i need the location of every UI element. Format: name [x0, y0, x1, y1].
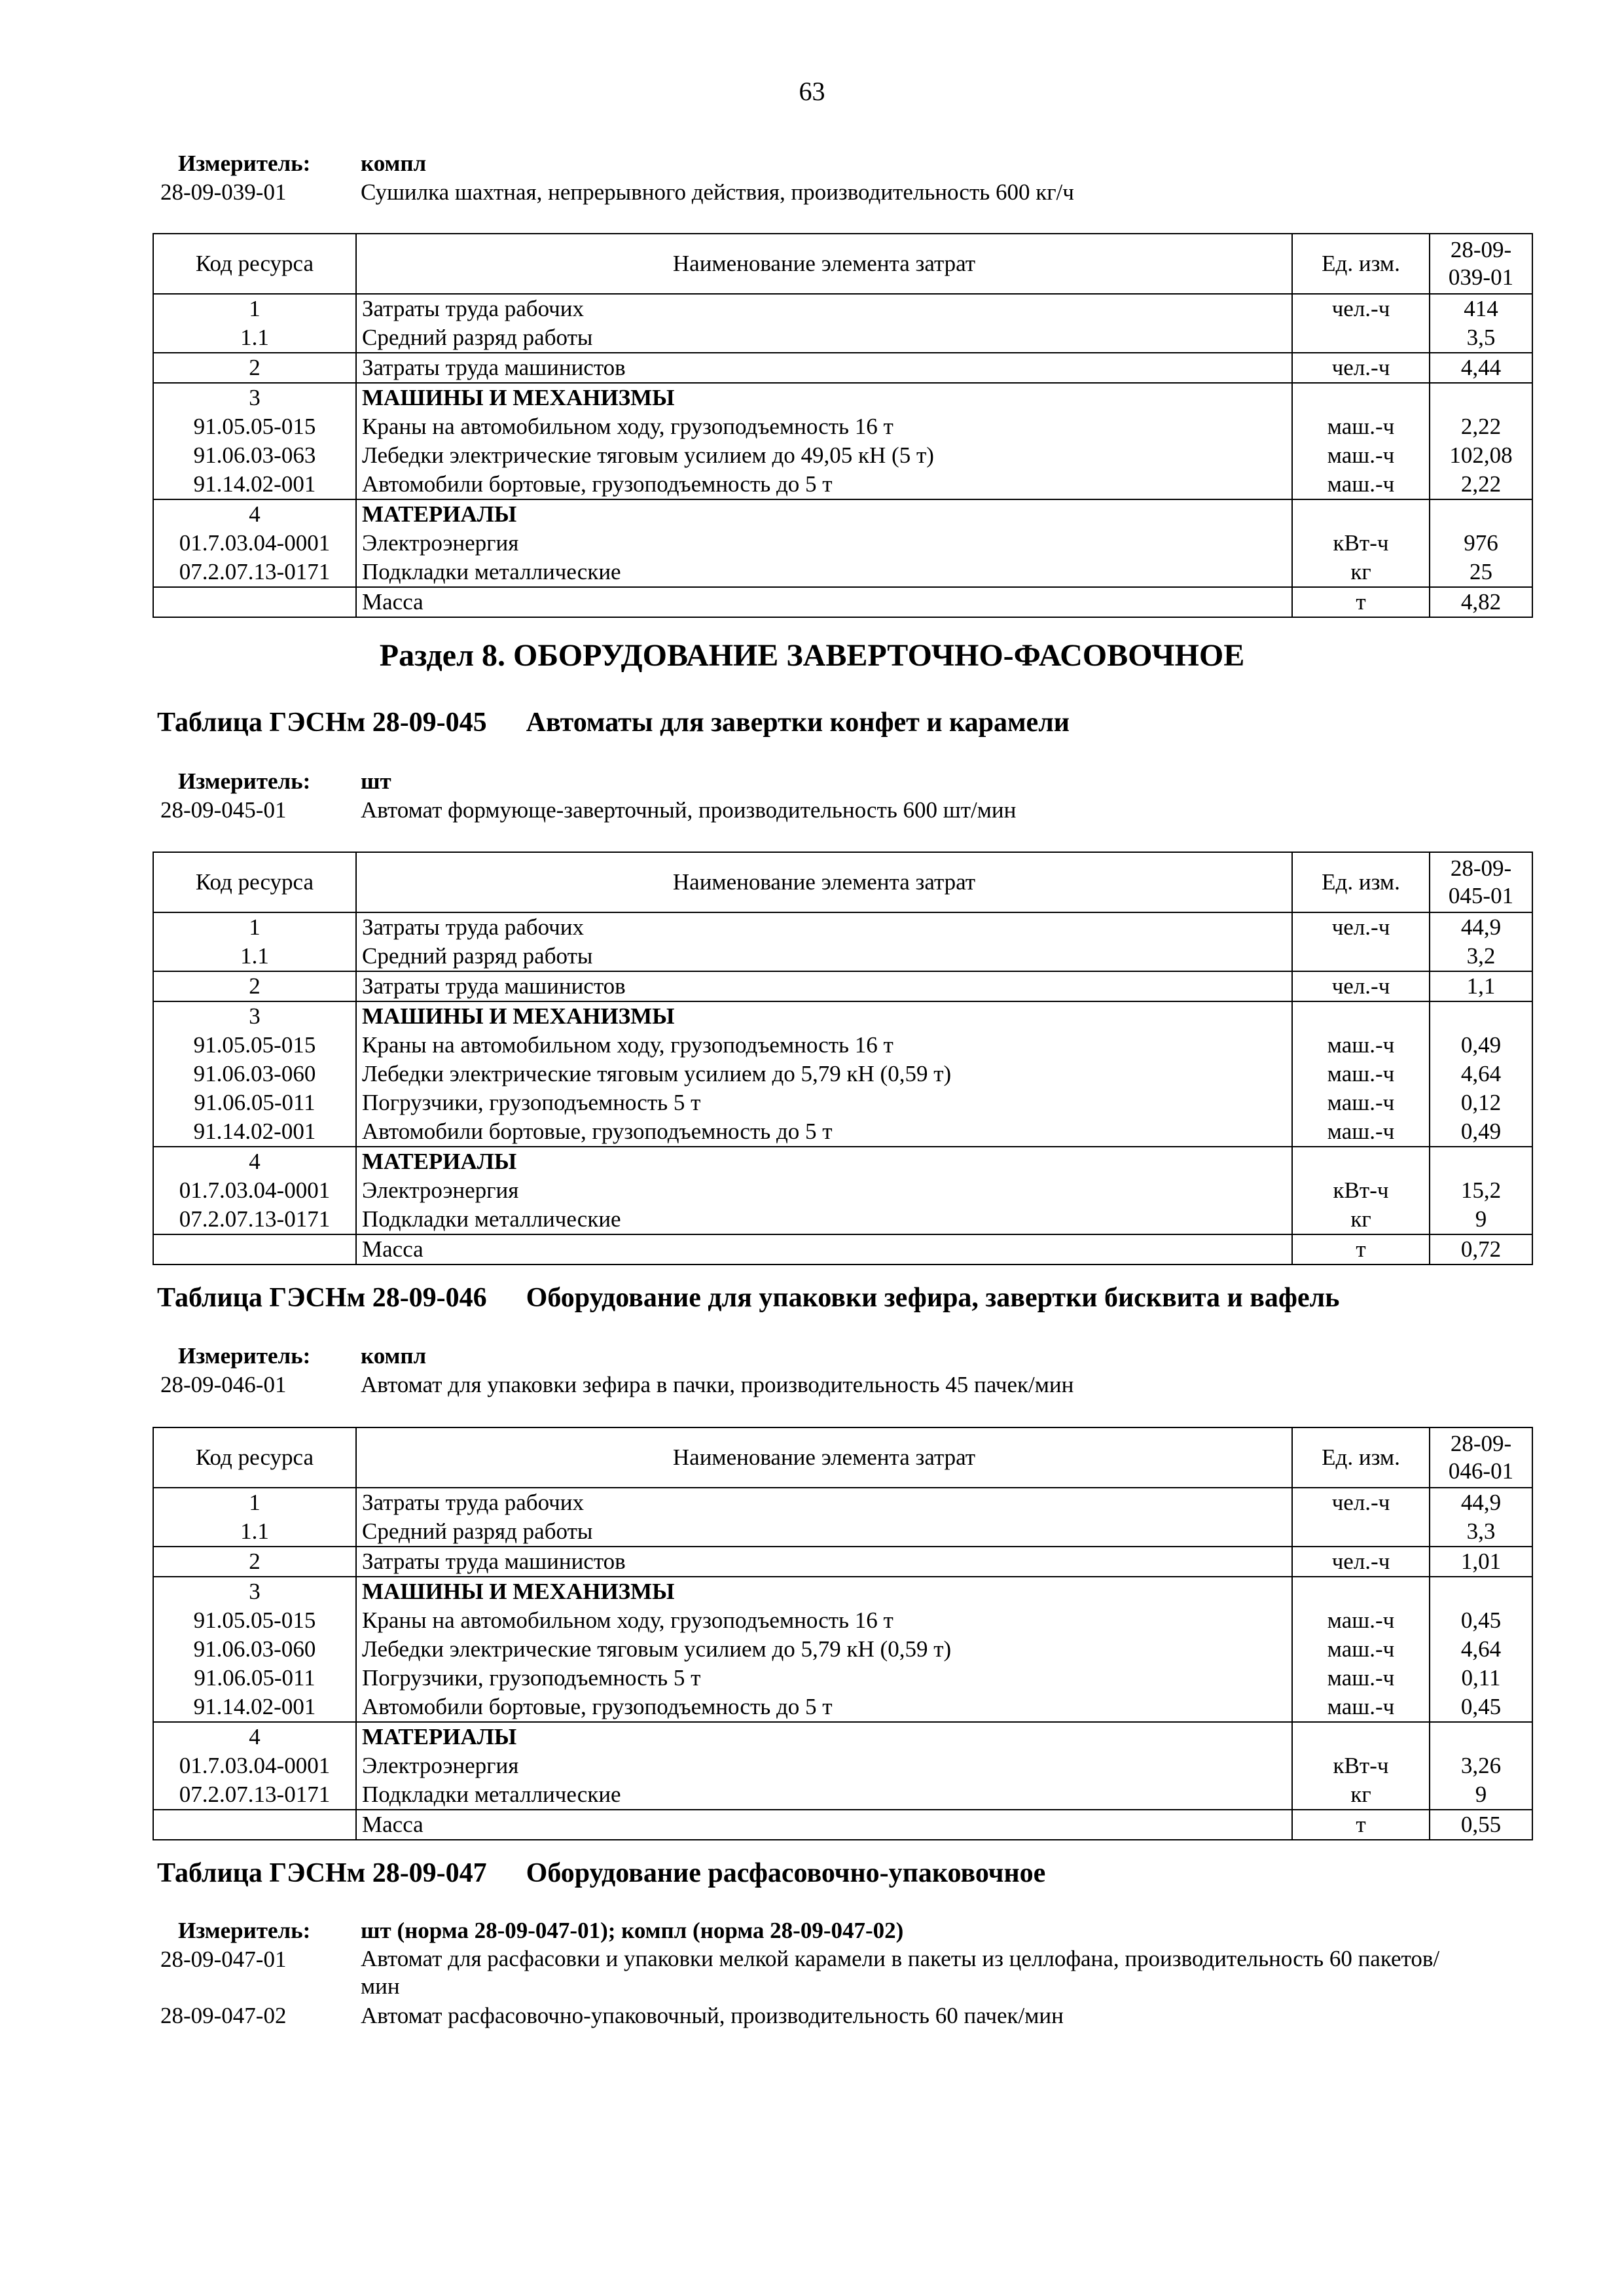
- cell-code: 3: [153, 383, 356, 412]
- cell-code: 4: [153, 499, 356, 529]
- cell-unit: т: [1292, 1234, 1430, 1265]
- table-row: [153, 383, 1532, 412]
- cell-value: 9: [1430, 1205, 1532, 1234]
- table-row: [153, 1635, 1532, 1664]
- cell-value: 2,22: [1430, 470, 1532, 499]
- column-header-code: Код ресурса: [153, 234, 356, 294]
- column-header-norm: [1430, 852, 1532, 912]
- norm-header-part2: 045-01: [1448, 883, 1514, 908]
- table-header: [153, 234, 1532, 294]
- cell-value: 4,82: [1430, 587, 1532, 617]
- cell-name: Автомобили бортовые, грузоподъемность до 5 т: [356, 1693, 1292, 1722]
- cell-code: [153, 1810, 356, 1840]
- cell-code: 01.7.03.04-0001: [153, 1751, 356, 1780]
- table-row: [153, 470, 1532, 499]
- norm-code: 28-09-047-01: [160, 1946, 287, 1972]
- cell-name: Погрузчики, грузоподъемность 5 т: [356, 1088, 1292, 1117]
- cell-unit: чел.-ч: [1292, 1547, 1430, 1577]
- cell-value: 4,64: [1430, 1060, 1532, 1088]
- cell-code: [153, 1234, 356, 1265]
- cell-code: 2: [153, 1547, 356, 1577]
- measure-unit: шт: [361, 768, 391, 794]
- cell-unit: маш.-ч: [1292, 1635, 1430, 1664]
- column-header-name: Наименование элемента затрат: [356, 852, 1292, 912]
- table-row: [153, 323, 1532, 353]
- table-title-046: [157, 1281, 1339, 1315]
- cell-code: 91.06.03-063: [153, 441, 356, 470]
- cell-unit: маш.-ч: [1292, 1117, 1430, 1147]
- cell-value: [1430, 1001, 1532, 1031]
- table-row: [153, 971, 1532, 1001]
- cell-name: МАШИНЫ И МЕХАНИЗМЫ: [356, 383, 1292, 412]
- cell-code: 1.1: [153, 942, 356, 971]
- norm-description: Автомат для расфасовки и упаковки мелкой карамели в пакеты из целлофана, производительность 60 пакетов/мин: [361, 1946, 1440, 1999]
- cell-name: Электроэнергия: [356, 1176, 1292, 1205]
- cell-value: 1,1: [1430, 971, 1532, 1001]
- column-header-code: Код ресурса: [153, 1427, 356, 1488]
- table-row: [153, 1001, 1532, 1031]
- cell-value: 0,45: [1430, 1693, 1532, 1722]
- cell-name: Лебедки электрические тяговым усилием до 5,79 кН (0,59 т): [356, 1635, 1292, 1664]
- table-row: [153, 412, 1532, 441]
- cell-name: Масса: [356, 1234, 1292, 1265]
- cell-code: 01.7.03.04-0001: [153, 529, 356, 558]
- cell-code: 3: [153, 1001, 356, 1031]
- cell-value: [1430, 499, 1532, 529]
- cell-name: Электроэнергия: [356, 1751, 1292, 1780]
- column-header-name: Наименование элемента затрат: [356, 1427, 1292, 1488]
- cell-name: МАТЕРИАЛЫ: [356, 1147, 1292, 1176]
- cell-unit: [1292, 1577, 1430, 1606]
- table-row: [153, 529, 1532, 558]
- cell-name: Подкладки металлические: [356, 558, 1292, 587]
- cell-code: 1: [153, 294, 356, 323]
- table-title-047: [157, 1856, 1045, 1890]
- cell-code: 3: [153, 1577, 356, 1606]
- table-row: [153, 1088, 1532, 1117]
- table-row: [153, 499, 1532, 529]
- column-header-norm: [1430, 1427, 1532, 1488]
- cell-name: Краны на автомобильном ходу, грузоподъемность 16 т: [356, 412, 1292, 441]
- cell-name: Лебедки электрические тяговым усилием до 5,79 кН (0,59 т): [356, 1060, 1292, 1088]
- cell-value: 15,2: [1430, 1176, 1532, 1205]
- cell-value: 0,12: [1430, 1088, 1532, 1117]
- cell-value: 4,44: [1430, 353, 1532, 383]
- cell-code: 2: [153, 971, 356, 1001]
- table-row: [153, 1031, 1532, 1060]
- cell-value: 25: [1430, 558, 1532, 587]
- cell-unit: кВт-ч: [1292, 1176, 1430, 1205]
- cell-name: Автомобили бортовые, грузоподъемность до 5 т: [356, 1117, 1292, 1147]
- cell-value: 9: [1430, 1780, 1532, 1810]
- cell-unit: [1292, 499, 1430, 529]
- cell-value: 0,49: [1430, 1031, 1532, 1060]
- measure-unit: компл: [361, 151, 427, 176]
- table-row: [153, 558, 1532, 587]
- cell-code: 91.06.05-011: [153, 1088, 356, 1117]
- cell-unit: маш.-ч: [1292, 1088, 1430, 1117]
- table-name: Автоматы для завертки конфет и карамели: [526, 708, 1070, 738]
- cell-name: Затраты труда машинистов: [356, 353, 1292, 383]
- cell-name: Масса: [356, 587, 1292, 617]
- cell-name: Затраты труда рабочих: [356, 294, 1292, 323]
- cell-name: Затраты труда машинистов: [356, 1547, 1292, 1577]
- cell-value: 3,26: [1430, 1751, 1532, 1780]
- norm-header-part2: 039-01: [1448, 264, 1514, 290]
- measure-label: Измеритель:: [178, 768, 311, 794]
- norm-header-part2: 046-01: [1448, 1458, 1514, 1484]
- cell-unit: чел.-ч: [1292, 353, 1430, 383]
- cell-value: [1430, 383, 1532, 412]
- measure-label: Измеритель:: [178, 1343, 311, 1369]
- column-header-unit: Ед. изм.: [1292, 234, 1430, 294]
- table-row: [153, 1488, 1532, 1517]
- resource-table-046: [153, 1427, 1533, 1840]
- norm-code: 28-09-046-01: [160, 1372, 287, 1397]
- cell-unit: т: [1292, 1810, 1430, 1840]
- table-name: Оборудование расфасовочно-упаковочное: [526, 1858, 1046, 1888]
- table-row: [153, 1117, 1532, 1147]
- cell-unit: чел.-ч: [1292, 294, 1430, 323]
- table-header: [153, 852, 1532, 912]
- cell-unit: [1292, 323, 1430, 353]
- cell-unit: кг: [1292, 1205, 1430, 1234]
- table-row: [153, 1693, 1532, 1722]
- table-row: [153, 353, 1532, 383]
- cell-value: 44,9: [1430, 1488, 1532, 1517]
- measure-label: Измеритель:: [178, 151, 311, 176]
- table-title-045: [157, 706, 1070, 740]
- cell-unit: кг: [1292, 558, 1430, 587]
- measure-unit: компл: [361, 1343, 427, 1369]
- cell-name: МАТЕРИАЛЫ: [356, 499, 1292, 529]
- cell-code: 01.7.03.04-0001: [153, 1176, 356, 1205]
- cell-unit: маш.-ч: [1292, 1060, 1430, 1088]
- cell-name: МАТЕРИАЛЫ: [356, 1722, 1292, 1751]
- table-row: [153, 1722, 1532, 1751]
- table-row: [153, 942, 1532, 971]
- cell-unit: маш.-ч: [1292, 1031, 1430, 1060]
- table-row: [153, 1780, 1532, 1810]
- cell-unit: кВт-ч: [1292, 1751, 1430, 1780]
- cell-code: 91.05.05-015: [153, 1031, 356, 1060]
- cell-unit: маш.-ч: [1292, 470, 1430, 499]
- cell-unit: маш.-ч: [1292, 441, 1430, 470]
- table-row: [153, 441, 1532, 470]
- cell-name: МАШИНЫ И МЕХАНИЗМЫ: [356, 1001, 1292, 1031]
- cell-value: 3,3: [1430, 1517, 1532, 1547]
- norm-header-part1: 28-09-: [1450, 855, 1512, 881]
- cell-unit: [1292, 1001, 1430, 1031]
- table-code: Таблица ГЭСНм 28-09-046: [157, 1283, 487, 1313]
- cell-value: 3,5: [1430, 323, 1532, 353]
- cell-code: 2: [153, 353, 356, 383]
- norm-header-part1: 28-09-: [1450, 237, 1512, 262]
- cell-value: 414: [1430, 294, 1532, 323]
- cell-code: 1: [153, 1488, 356, 1517]
- table-row: [153, 1577, 1532, 1606]
- cell-code: 91.05.05-015: [153, 412, 356, 441]
- norm-description: Автомат формующе-заверточный, производительность 600 шт/мин: [361, 797, 1017, 823]
- table-row: [153, 1751, 1532, 1780]
- table-code: Таблица ГЭСНм 28-09-045: [157, 708, 487, 738]
- table-row: [153, 1234, 1532, 1265]
- cell-unit: [1292, 1517, 1430, 1547]
- table-row: [153, 587, 1532, 617]
- cell-code: 91.06.03-060: [153, 1060, 356, 1088]
- column-header-name: Наименование элемента затрат: [356, 234, 1292, 294]
- table-row: [153, 912, 1532, 942]
- cell-unit: [1292, 1722, 1430, 1751]
- cell-value: 976: [1430, 529, 1532, 558]
- measure-label: Измеритель:: [178, 1918, 311, 1943]
- cell-name: Затраты труда рабочих: [356, 912, 1292, 942]
- table-row: [153, 1517, 1532, 1547]
- cell-unit: маш.-ч: [1292, 1606, 1430, 1635]
- cell-code: 91.14.02-001: [153, 1693, 356, 1722]
- cell-code: 1: [153, 912, 356, 942]
- norm-code: 28-09-045-01: [160, 797, 287, 823]
- cell-name: Подкладки металлические: [356, 1205, 1292, 1234]
- cell-name: Краны на автомобильном ходу, грузоподъемность 16 т: [356, 1606, 1292, 1635]
- cell-name: Средний разряд работы: [356, 1517, 1292, 1547]
- table-row: [153, 294, 1532, 323]
- page-number: 63: [799, 77, 825, 106]
- table-row: [153, 1176, 1532, 1205]
- table-row: [153, 1664, 1532, 1693]
- cell-code: 1.1: [153, 1517, 356, 1547]
- column-header-norm: [1430, 234, 1532, 294]
- cell-code: 91.06.03-060: [153, 1635, 356, 1664]
- table-row: [153, 1205, 1532, 1234]
- cell-value: 0,72: [1430, 1234, 1532, 1265]
- cell-unit: кВт-ч: [1292, 529, 1430, 558]
- cell-name: Электроэнергия: [356, 529, 1292, 558]
- cell-unit: т: [1292, 587, 1430, 617]
- cell-code: 91.05.05-015: [153, 1606, 356, 1635]
- cell-code: 91.14.02-001: [153, 1117, 356, 1147]
- cell-value: 3,2: [1430, 942, 1532, 971]
- cell-name: Автомобили бортовые, грузоподъемность до 5 т: [356, 470, 1292, 499]
- cell-code: 91.06.05-011: [153, 1664, 356, 1693]
- norm-description: Автомат для упаковки зефира в пачки, производительность 45 пачек/мин: [361, 1372, 1074, 1397]
- cell-value: 102,08: [1430, 441, 1532, 470]
- norm-description: Сушилка шахтная, непрерывного действия, производительность 600 кг/ч: [361, 179, 1074, 205]
- cell-code: 07.2.07.13-0171: [153, 1205, 356, 1234]
- cell-name: Затраты труда машинистов: [356, 971, 1292, 1001]
- cell-value: 0,45: [1430, 1606, 1532, 1635]
- cell-name: Затраты труда рабочих: [356, 1488, 1292, 1517]
- cell-value: 44,9: [1430, 912, 1532, 942]
- cell-unit: маш.-ч: [1292, 1664, 1430, 1693]
- cell-unit: чел.-ч: [1292, 1488, 1430, 1517]
- table-header: [153, 1427, 1532, 1488]
- table-code: Таблица ГЭСНм 28-09-047: [157, 1858, 487, 1888]
- cell-code: 4: [153, 1147, 356, 1176]
- cell-unit: чел.-ч: [1292, 912, 1430, 942]
- cell-value: 0,11: [1430, 1664, 1532, 1693]
- cell-unit: [1292, 1147, 1430, 1176]
- norm-header-part1: 28-09-: [1450, 1431, 1512, 1456]
- cell-name: Масса: [356, 1810, 1292, 1840]
- cell-value: 0,49: [1430, 1117, 1532, 1147]
- cell-unit: маш.-ч: [1292, 1693, 1430, 1722]
- cell-code: 07.2.07.13-0171: [153, 1780, 356, 1810]
- cell-code: 07.2.07.13-0171: [153, 558, 356, 587]
- cell-value: [1430, 1147, 1532, 1176]
- cell-unit: кг: [1292, 1780, 1430, 1810]
- cell-code: 91.14.02-001: [153, 470, 356, 499]
- cell-unit: [1292, 383, 1430, 412]
- table-row: [153, 1606, 1532, 1635]
- cell-name: Подкладки металлические: [356, 1780, 1292, 1810]
- cell-value: 1,01: [1430, 1547, 1532, 1577]
- cell-name: Краны на автомобильном ходу, грузоподъемность 16 т: [356, 1031, 1292, 1060]
- cell-name: МАШИНЫ И МЕХАНИЗМЫ: [356, 1577, 1292, 1606]
- table-row: [153, 1060, 1532, 1088]
- cell-value: 0,55: [1430, 1810, 1532, 1840]
- table-row: [153, 1147, 1532, 1176]
- column-header-unit: Ед. изм.: [1292, 1427, 1430, 1488]
- cell-name: Лебедки электрические тяговым усилием до 49,05 кН (5 т): [356, 441, 1292, 470]
- cell-unit: маш.-ч: [1292, 412, 1430, 441]
- cell-value: [1430, 1577, 1532, 1606]
- table-name: Оборудование для упаковки зефира, завертки бисквита и вафель: [526, 1283, 1340, 1313]
- cell-code: 1.1: [153, 323, 356, 353]
- cell-value: [1430, 1722, 1532, 1751]
- resource-table-039: [153, 233, 1533, 618]
- resource-table-045: [153, 852, 1533, 1265]
- cell-name: Погрузчики, грузоподъемность 5 т: [356, 1664, 1292, 1693]
- cell-code: [153, 587, 356, 617]
- cell-unit: [1292, 942, 1430, 971]
- cell-code: 4: [153, 1722, 356, 1751]
- section-title: Раздел 8. ОБОРУДОВАНИЕ ЗАВЕРТОЧНО-ФАСОВОЧНОЕ: [379, 638, 1245, 673]
- measure-unit: шт (норма 28-09-047-01); компл (норма 28-09-047-02): [361, 1918, 904, 1943]
- cell-unit: чел.-ч: [1292, 971, 1430, 1001]
- cell-name: Средний разряд работы: [356, 942, 1292, 971]
- cell-name: Средний разряд работы: [356, 323, 1292, 353]
- norm-code: 28-09-047-02: [160, 2003, 287, 2028]
- column-header-unit: Ед. изм.: [1292, 852, 1430, 912]
- norm-code: 28-09-039-01: [160, 179, 287, 205]
- cell-value: 2,22: [1430, 412, 1532, 441]
- table-row: [153, 1810, 1532, 1840]
- table-row: [153, 1547, 1532, 1577]
- cell-value: 4,64: [1430, 1635, 1532, 1664]
- column-header-code: Код ресурса: [153, 852, 356, 912]
- norm-description: Автомат расфасовочно-упаковочный, производительность 60 пачек/мин: [361, 2003, 1064, 2028]
